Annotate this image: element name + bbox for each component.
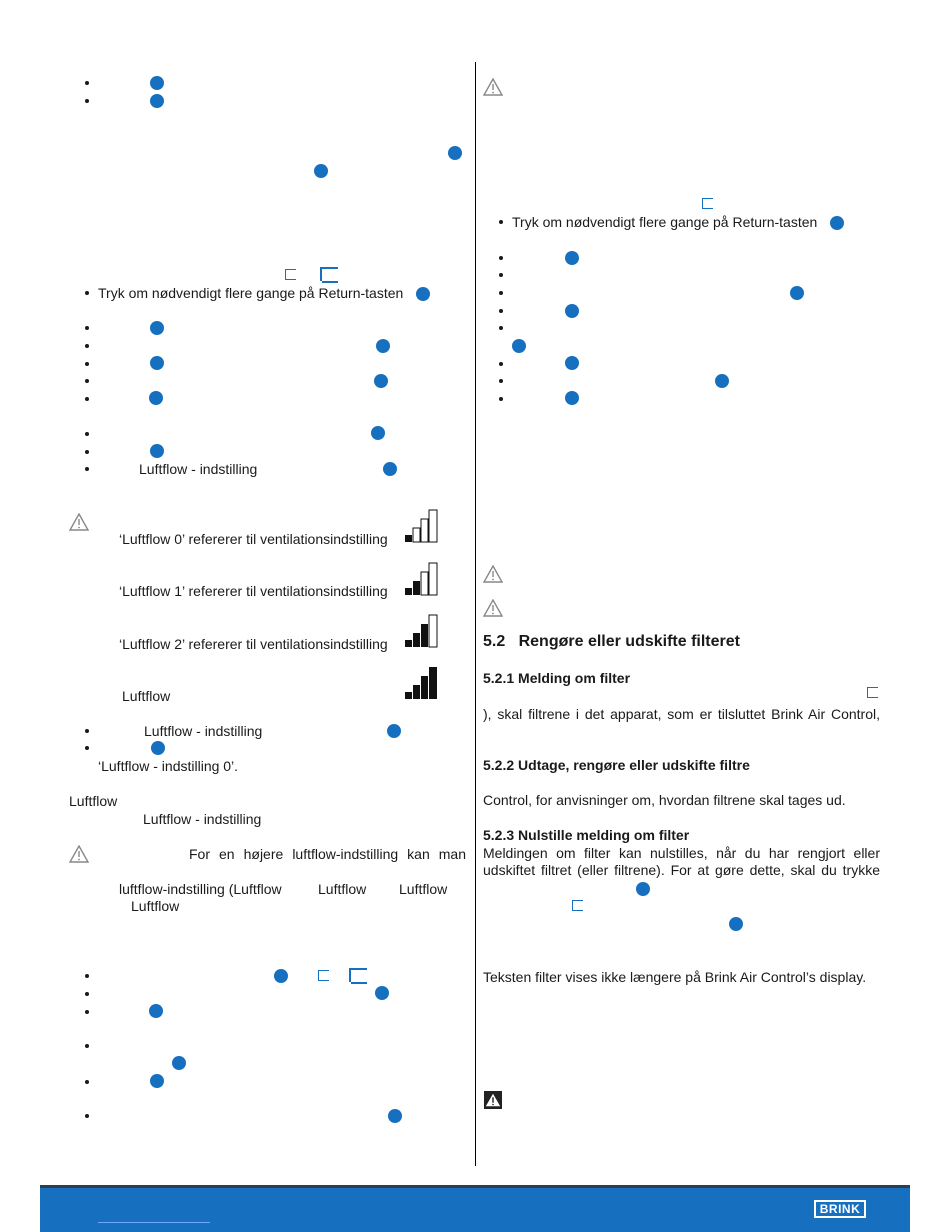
section-number: 5.2	[483, 633, 506, 650]
button-marker-icon	[149, 391, 163, 405]
bullet	[85, 746, 89, 750]
button-marker-icon	[172, 1056, 186, 1070]
button-marker-icon	[565, 304, 579, 318]
warning-icon	[69, 513, 89, 531]
warning-icon	[69, 845, 89, 863]
bullet	[85, 450, 89, 454]
button-marker-icon	[565, 251, 579, 265]
button-marker-icon	[150, 1074, 164, 1088]
warning-icon	[483, 599, 503, 617]
small-bracket-icon	[318, 970, 329, 981]
button-marker-icon	[448, 146, 462, 160]
bullet	[85, 81, 89, 85]
button-marker-icon	[376, 339, 390, 353]
button-marker-icon	[371, 426, 385, 440]
bullet	[85, 729, 89, 733]
button-marker-icon	[512, 339, 526, 353]
luftflow-1-reference: ‘Luftflow 1’ refererer til ventilationsindstilling	[119, 583, 388, 599]
luftflow-label: Luftflow	[122, 688, 171, 704]
bullet	[85, 397, 89, 401]
button-marker-icon	[636, 882, 650, 896]
button-marker-icon	[388, 1109, 402, 1123]
higher-setting-text: For en højere luftflow-indstilling kan man	[189, 846, 466, 862]
bullet	[85, 974, 89, 978]
ventilation-level-3-icon	[404, 666, 438, 700]
brand-text: BRINK	[819, 1202, 861, 1216]
small-bracket-icon	[572, 900, 583, 911]
section-5-2-1-heading: 5.2.1 Melding om filter	[483, 670, 631, 686]
return-instruction: Tryk om nødvendigt flere gange på Return-tasten	[512, 214, 818, 230]
bullet	[85, 344, 89, 348]
button-marker-icon	[374, 374, 388, 388]
button-marker-icon	[150, 76, 164, 90]
section-title: Rengøre eller udskifte filteret	[518, 633, 740, 650]
luftflow-label: Luftflow	[318, 881, 367, 897]
button-marker-icon	[383, 462, 397, 476]
small-bracket-icon	[867, 687, 878, 698]
ventilation-level-2-icon	[404, 614, 438, 648]
button-marker-icon	[274, 969, 288, 983]
bullet	[85, 1080, 89, 1084]
button-marker-icon	[150, 444, 164, 458]
bullet	[499, 256, 503, 260]
button-marker-icon	[150, 356, 164, 370]
button-marker-icon	[729, 917, 743, 931]
button-marker-icon	[375, 986, 389, 1000]
luftflow-label: Luftflow	[399, 881, 448, 897]
column-divider	[475, 62, 476, 1166]
bullet	[85, 362, 89, 366]
bullet	[499, 220, 503, 224]
electrical-warning-icon	[483, 1091, 503, 1109]
filter-text: ), skal filtrene i det apparat, som er tilsluttet Brink Air Control,	[483, 706, 880, 722]
bullet	[85, 432, 89, 436]
bullet	[499, 309, 503, 313]
control-text: Control, for anvisninger om, hvordan filtrene skal tages ud.	[483, 792, 846, 808]
bullet	[85, 467, 89, 471]
bullet	[85, 326, 89, 330]
button-marker-icon	[715, 374, 729, 388]
bullet	[499, 326, 503, 330]
bullet	[499, 291, 503, 295]
warning-icon	[483, 565, 503, 583]
luftflow-0-reference: ‘Luftflow 0’ refererer til ventilationsindstilling	[119, 531, 388, 547]
return-instruction: Tryk om nødvendigt flere gange på Return-tasten	[98, 285, 404, 301]
button-marker-icon	[151, 741, 165, 755]
button-marker-icon	[387, 724, 401, 738]
bullet	[499, 397, 503, 401]
bullet	[499, 362, 503, 366]
footer-bar	[40, 1185, 910, 1232]
bullet	[499, 273, 503, 277]
luftflow-setting-label: Luftflow - indstilling	[144, 723, 263, 739]
reset-line-2: udskiftet filtret (eller filtrene). For at gøre dette, skal du trykke	[483, 862, 880, 878]
bullet	[85, 1114, 89, 1118]
reset-line-1: Meldingen om filter kan nulstilles, når du har rengjort eller	[483, 845, 880, 861]
bullet	[85, 291, 89, 295]
bullet	[85, 379, 89, 383]
large-bracket-icon	[349, 968, 367, 982]
luftflow-setting-label: Luftflow - indstilling	[143, 811, 262, 827]
luftflow-setting-label: Luftflow - indstilling	[139, 461, 258, 477]
luftflow-label: Luftflow	[131, 898, 180, 914]
large-bracket-icon	[320, 267, 338, 281]
button-marker-icon	[150, 94, 164, 108]
final-text: Teksten filter vises ikke længere på Brink Air Control’s display.	[483, 969, 867, 985]
luftflow-heading: Luftflow	[69, 793, 118, 809]
section-5-2-heading	[483, 633, 740, 651]
small-bracket-icon	[702, 198, 713, 209]
bullet	[85, 992, 89, 996]
bullet	[85, 1044, 89, 1048]
button-marker-icon	[790, 286, 804, 300]
footer-link[interactable]	[98, 1222, 210, 1223]
bullet	[499, 379, 503, 383]
button-marker-icon	[565, 391, 579, 405]
ventilation-level-0-icon	[404, 509, 438, 543]
bullet	[85, 99, 89, 103]
button-marker-icon	[149, 1004, 163, 1018]
warning-icon	[483, 78, 503, 96]
button-marker-icon	[150, 321, 164, 335]
brink-logo	[814, 1200, 866, 1218]
bullet	[85, 1010, 89, 1014]
setting-paren-text: luftflow-indstilling (Luftflow	[119, 881, 282, 897]
luftflow-2-reference: ‘Luftflow 2’ refererer til ventilationsindstilling	[119, 636, 388, 652]
button-marker-icon	[314, 164, 328, 178]
section-5-2-2-heading: 5.2.2 Udtage, rengøre eller udskifte filtre	[483, 757, 750, 773]
ventilation-level-1-icon	[404, 562, 438, 596]
button-marker-icon	[565, 356, 579, 370]
section-5-2-3-heading: 5.2.3 Nulstille melding om filter	[483, 827, 690, 843]
return-key-icon	[830, 216, 844, 230]
luftflow-setting-0: ‘Luftflow - indstilling 0’.	[98, 758, 239, 774]
small-bracket-icon	[285, 269, 296, 280]
return-key-icon	[416, 287, 430, 301]
